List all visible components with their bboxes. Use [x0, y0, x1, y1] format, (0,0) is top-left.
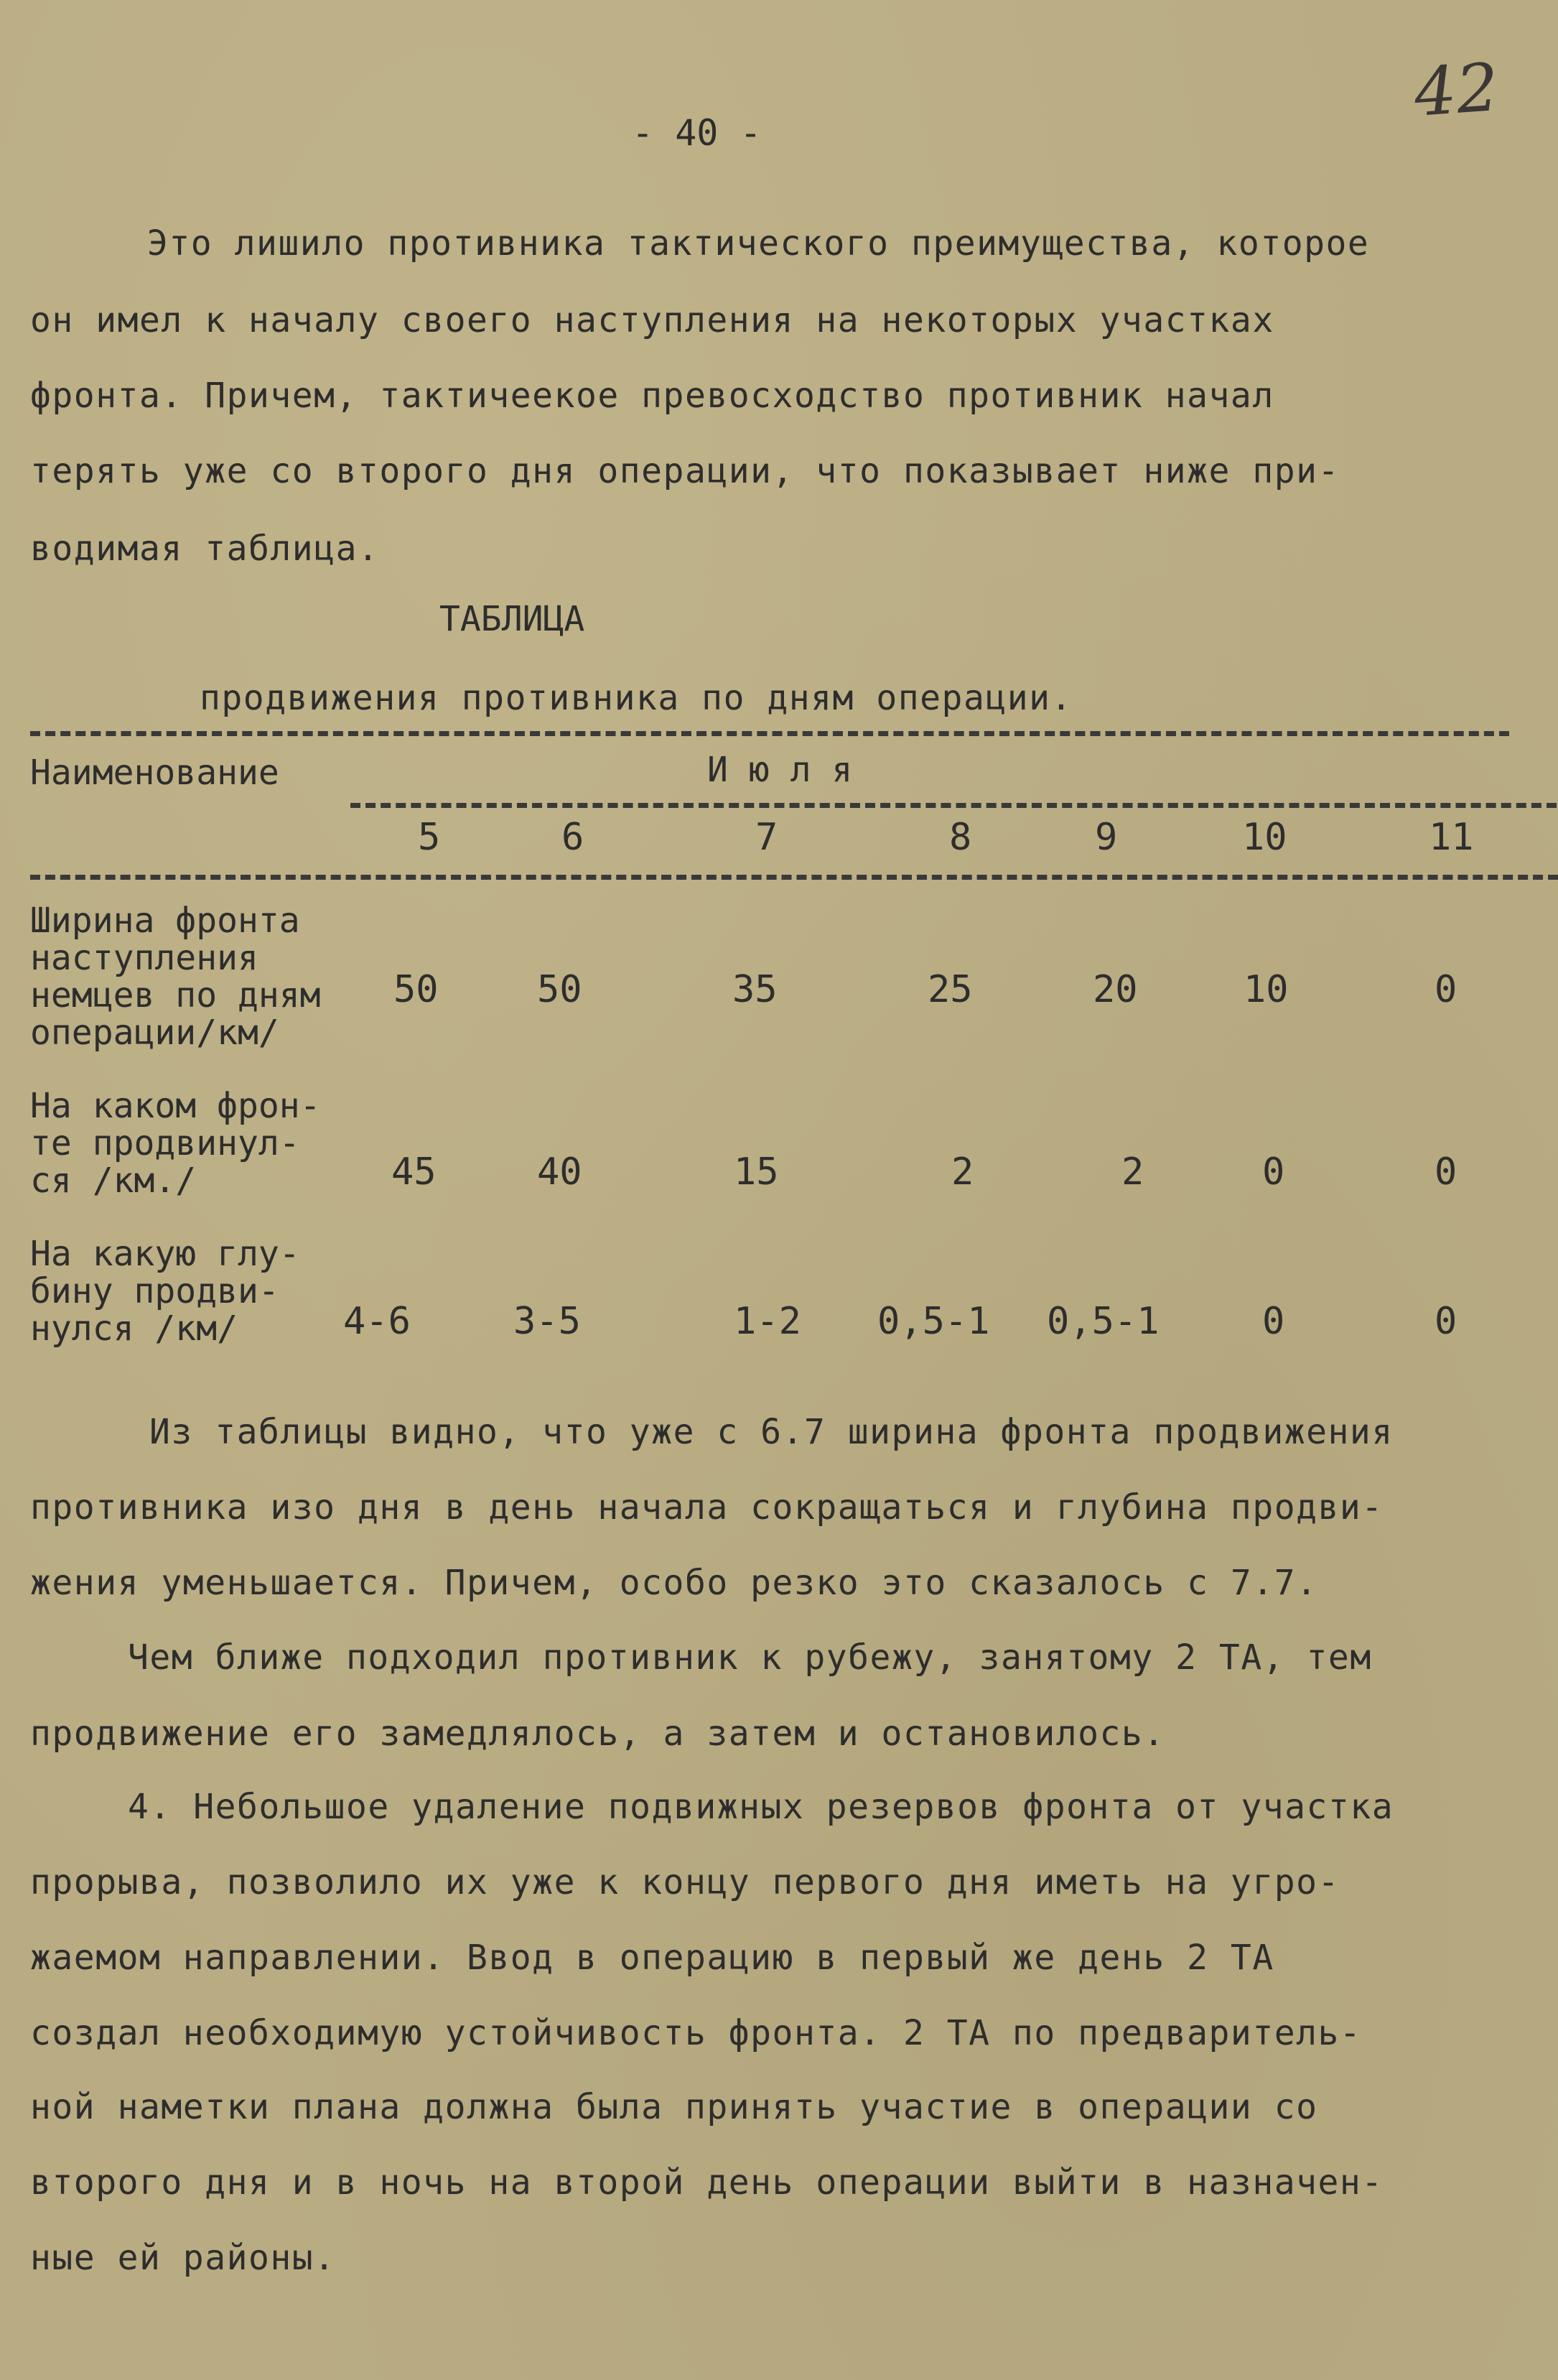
table-cell: 35: [732, 968, 778, 1011]
table-cell: 15: [734, 1151, 779, 1194]
table-cell: 0: [1435, 968, 1457, 1011]
body-line: Чем ближе подходил противник к рубежу, занятому 2 ТА, тем: [128, 1637, 1372, 1678]
body-line: жения уменьшается. Причем, особо резко это сказалось с 7.7.: [30, 1563, 1318, 1603]
table-row-label: немцев по дням: [30, 975, 321, 1015]
table-cell: 40: [537, 1151, 582, 1194]
table-header-day: 8: [949, 816, 972, 859]
table-row-label: На какую глу-: [30, 1234, 300, 1274]
intro-line: водимая таблица.: [30, 529, 380, 569]
table-cell: 0,5-1: [877, 1300, 990, 1343]
intro-line: Это лишило противника тактического преимущества, которое: [147, 223, 1370, 264]
table-row-label: На каком фрон-: [30, 1086, 321, 1126]
table-header-day: 10: [1242, 816, 1287, 859]
table-cell: 1-2: [734, 1300, 801, 1343]
intro-line: он имел к началу своего наступления на некоторых участках: [30, 300, 1274, 340]
table-cell: 0,5-1: [1047, 1300, 1160, 1343]
table-cell: 0: [1435, 1151, 1457, 1194]
table-cell: 10: [1244, 968, 1289, 1011]
table-cell: 45: [391, 1151, 437, 1194]
body-line: создал необходимую устойчивость фронта. 2 ТА по предваритель-: [30, 2013, 1362, 2053]
table-row-label: операции/км/: [30, 1013, 279, 1053]
table-row-label: ся /км./: [30, 1161, 197, 1201]
table-cell: 4-6: [343, 1300, 411, 1343]
table-title: ТАБЛИЦА: [439, 599, 585, 639]
table-row-label: те продвинул-: [30, 1123, 300, 1163]
table-cell: 50: [393, 968, 439, 1011]
table-cell: 50: [537, 968, 582, 1011]
table-cell: 0: [1262, 1151, 1285, 1194]
table-row-label: Ширина фронта: [30, 901, 300, 941]
table-month-rule: [350, 803, 1557, 808]
table-cell: 0: [1435, 1300, 1457, 1343]
table-header-day: 7: [755, 816, 778, 859]
table-cell: 3-5: [513, 1300, 581, 1343]
table-row-label: бину продви-: [30, 1271, 279, 1311]
table-header-rule: [30, 875, 1558, 880]
body-line: продвижение его замедлялось, а затем и остановилось.: [30, 1714, 1165, 1754]
table-row-label: нулся /км/: [30, 1308, 238, 1349]
intro-line: фронта. Причем, тактичеекое превосходство противник начал: [30, 376, 1274, 416]
body-line: прорыва, позволило их уже к концу первого дня иметь на угро-: [30, 1862, 1340, 1902]
body-line: ной наметки плана должна была принять участие в операции со: [30, 2087, 1318, 2127]
table-header-day: 9: [1095, 816, 1118, 859]
table-cell: 2: [1121, 1151, 1144, 1194]
table-header-day: 5: [418, 816, 441, 859]
table-cell: 0: [1262, 1300, 1285, 1343]
table-subtitle: продвижения противника по дням операции.: [200, 678, 1073, 718]
table-row-label: наступления: [30, 938, 258, 978]
table-cell: 2: [951, 1151, 974, 1194]
body-line: противника изо дня в день начала сокращаться и глубина продви-: [30, 1487, 1384, 1528]
body-line: второго дня и в ночь на второй день операции выйти в назначен-: [30, 2162, 1384, 2203]
intro-line: терять уже со второго дня операции, что показывает ниже при-: [30, 451, 1340, 491]
page-number: - 40 -: [632, 112, 762, 154]
body-line: ные ей районы.: [30, 2238, 336, 2278]
table-header-day: 6: [561, 816, 584, 859]
table-header-name: Наименование: [30, 753, 279, 793]
table-cell: 25: [928, 968, 973, 1011]
table-top-rule: [30, 731, 1509, 736]
body-line: 4. Небольшое удаление подвижных резервов фронта от участка: [128, 1787, 1394, 1827]
body-line: Из таблицы видно, что уже с 6.7 ширина фронта продвижения: [149, 1412, 1394, 1452]
table-cell: 20: [1093, 968, 1138, 1011]
table-header-day: 11: [1429, 816, 1474, 859]
table-header-month: И ю л я: [707, 750, 853, 790]
archive-page-number: 42: [1412, 49, 1501, 131]
body-line: жаемом направлении. Ввод в операцию в первый же день 2 ТА: [30, 1938, 1274, 1978]
